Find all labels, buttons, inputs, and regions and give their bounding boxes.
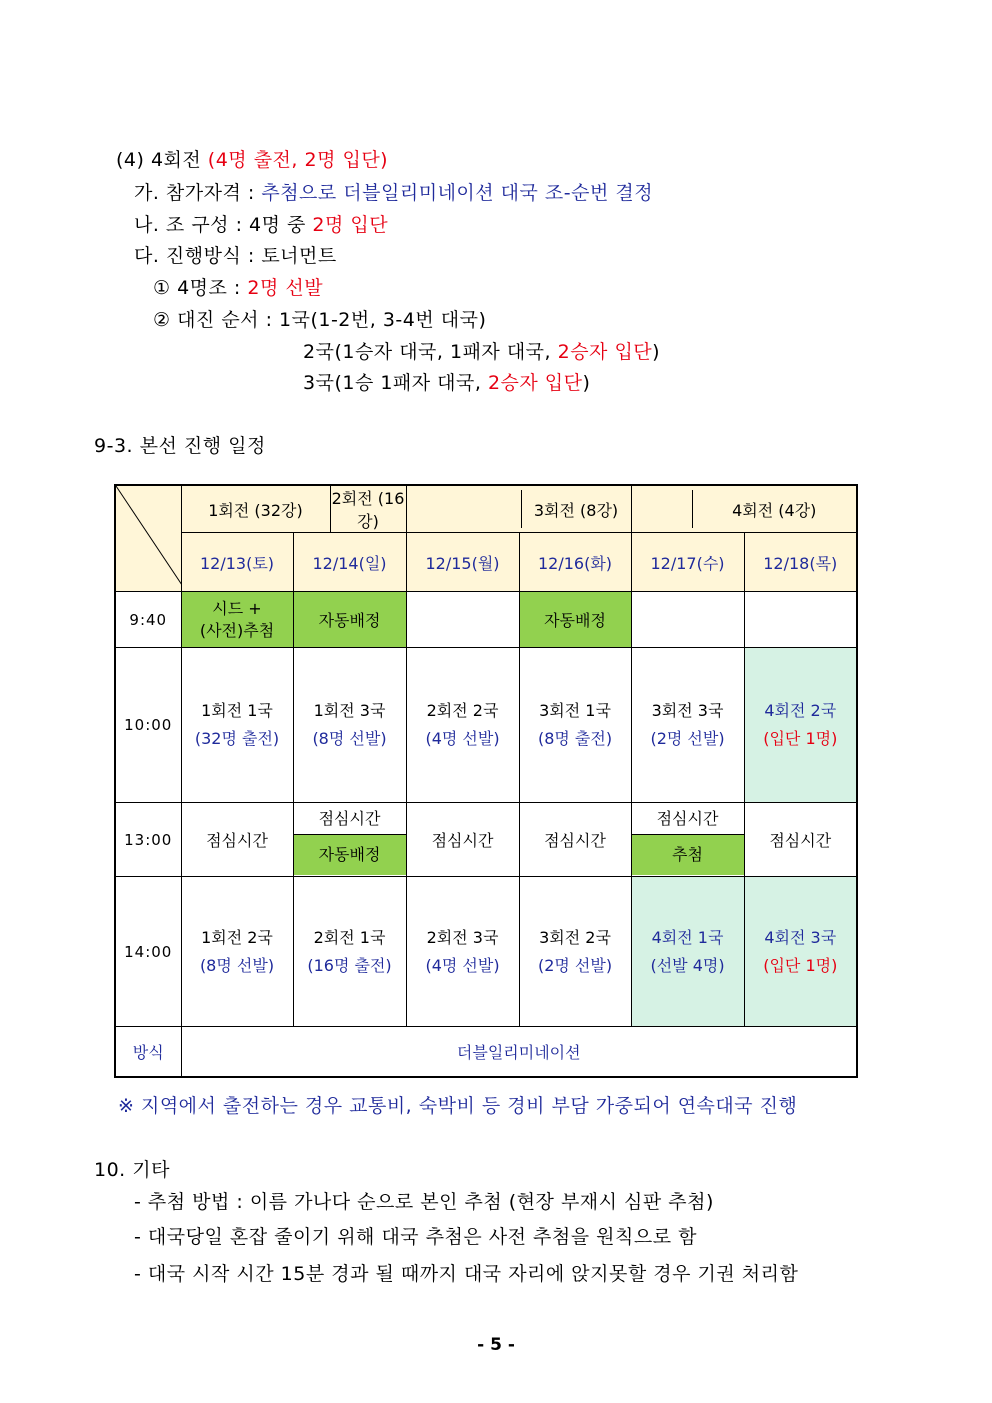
game-note: (입단 1명): [763, 955, 838, 975]
game-note: (8명 출전): [537, 729, 613, 748]
section4-item-c: 다. 진행방식 : 토너먼트: [134, 245, 337, 267]
game-note: (선발 4명): [650, 955, 725, 975]
round-header: 2회전 (16강): [331, 489, 405, 531]
draw-label: 추첨: [632, 835, 744, 875]
section10-item: - 추첨 방법 : 이름 가나다 순으로 본인 추첨 (현장 부재시 심판 추첨): [134, 1191, 714, 1213]
time-row-1000: [115, 648, 857, 803]
game-title: 4회전 2국: [764, 701, 837, 720]
date-cell: 12/16(화): [519, 533, 631, 592]
time-label: 13:00: [115, 803, 181, 877]
game-note: (8명 선발): [199, 955, 275, 975]
schedule-table: [114, 484, 858, 1078]
game-cell: [181, 877, 293, 1027]
auto-assign-label: 자동배정: [294, 835, 406, 875]
game-cell: [406, 648, 519, 803]
lunch-cell: 점심시간: [744, 803, 857, 877]
empty-cell: [406, 592, 519, 648]
game-note: (8명 선발): [312, 729, 387, 748]
game-title: 1회전 3국: [313, 701, 386, 720]
lunch-cell: 점심시간: [406, 803, 519, 877]
section93-title: 9-3. 본선 진행 일정: [94, 435, 266, 457]
game-cell: [519, 648, 631, 803]
method-label: 방식: [115, 1027, 181, 1077]
round-header: 3회전 (8강): [533, 500, 619, 520]
game-title: 3회전 2국: [539, 927, 611, 947]
section10-title: 10. 기타: [94, 1159, 170, 1181]
game-cell: [631, 877, 744, 1027]
time-row-1300: [115, 803, 857, 877]
section4-item-a: 가. 참가자격 : 추첨으로 더블일리미네이션 대국 조-순번 결정: [134, 182, 654, 204]
round-header-cont: [407, 490, 522, 528]
game-title: 2회전 1국: [313, 927, 386, 947]
game-cell: [519, 877, 631, 1027]
round-header-cont: [632, 490, 693, 528]
seed-draw-line2: (사전)추첨: [199, 620, 275, 640]
game-title: 3회전 3국: [651, 701, 724, 720]
game-note: (4명 선발): [425, 729, 500, 748]
corner-diagonal: [116, 486, 182, 585]
corner-cell: [115, 485, 181, 592]
method-row: [115, 1027, 857, 1077]
round-header-row: [115, 485, 857, 533]
lunch-draw-cell: [631, 803, 744, 877]
section4-item-c2-line2: 2국(1승자 대국, 1패자 대국, 2승자 입단): [303, 341, 661, 363]
game-note: (입단 1명): [763, 729, 838, 748]
date-cell: 12/13(토): [181, 533, 293, 592]
game-cell: [744, 648, 857, 803]
lunch-auto-cell: [293, 803, 406, 877]
game-cell: [406, 877, 519, 1027]
section4-item-c2-line3: 3국(1승 1패자 대국, 2승자 입단): [303, 372, 591, 394]
game-cell: [181, 648, 293, 803]
date-cell: 12/17(수): [631, 533, 744, 592]
page-number: - 5 -: [477, 1335, 515, 1355]
section4-item-c1: ① 4명조 : 2명 선발: [153, 277, 324, 299]
seed-draw-cell: [181, 592, 293, 648]
game-cell: [293, 877, 406, 1027]
lunch-label: 점심시간: [632, 804, 744, 835]
section10-item: - 대국 시작 시간 15분 경과 될 때까지 대국 자리에 앉지못할 경우 기권 처리함: [134, 1263, 799, 1285]
date-cell: 12/15(월): [406, 533, 519, 592]
game-cell: [293, 648, 406, 803]
time-label: 10:00: [115, 648, 181, 803]
game-title: 2회전 2국: [426, 701, 499, 720]
game-title: 1회전 1국: [201, 701, 273, 720]
seed-draw-line1: 시드 +: [212, 598, 262, 618]
game-note: (2명 선발): [650, 729, 725, 748]
round-header: 4회전 (4강): [732, 500, 817, 520]
game-title: 1회전 2국: [201, 927, 273, 947]
round-header: 1회전 (32강): [182, 486, 331, 532]
empty-cell: [631, 592, 744, 648]
travel-note: ※ 지역에서 출전하는 경우 교통비, 숙박비 등 경비 부담 가중되어 연속대국 진행: [118, 1095, 798, 1117]
lunch-label: 점심시간: [294, 804, 406, 835]
game-title: 4회전 3국: [764, 927, 837, 947]
time-label: 9:40: [115, 592, 181, 648]
time-row-0940: [115, 592, 857, 648]
time-row-1400: [115, 877, 857, 1027]
auto-assign-cell: 자동배정: [519, 592, 631, 648]
date-cell: 12/18(목): [744, 533, 857, 592]
game-note: (32명 출전): [194, 729, 280, 748]
round-group-12: [181, 485, 406, 533]
date-cell: 12/14(일): [293, 533, 406, 592]
section4-item-c2: ② 대진 순서 : 1국(1-2번, 3-4번 대국): [153, 309, 487, 331]
lunch-cell: 점심시간: [519, 803, 631, 877]
game-cell: [744, 877, 857, 1027]
round-group-34: [631, 485, 857, 533]
game-note: (2명 선발): [537, 955, 613, 975]
game-title: 3회전 1국: [539, 701, 611, 720]
game-title: 4회전 1국: [651, 927, 724, 947]
section4-item-b: 나. 조 구성 : 4명 중 2명 입단: [134, 214, 389, 236]
date-row: [115, 533, 857, 592]
section4-title: (4) 4회전 (4명 출전, 2명 입단): [116, 149, 389, 171]
method-value: 더블일리미네이션: [181, 1027, 857, 1077]
lunch-cell: 점심시간: [181, 803, 293, 877]
game-note: (4명 선발): [425, 955, 500, 975]
time-label: 14:00: [115, 877, 181, 1027]
game-cell: [631, 648, 744, 803]
game-note: (16명 출전): [307, 955, 392, 975]
game-title: 2회전 3국: [426, 927, 499, 947]
round-group-23: [406, 485, 631, 533]
auto-assign-cell: 자동배정: [293, 592, 406, 648]
section10-item: - 대국당일 혼잡 줄이기 위해 대국 추첨은 사전 추첨을 원칙으로 함: [134, 1226, 697, 1248]
empty-cell: [744, 592, 857, 648]
